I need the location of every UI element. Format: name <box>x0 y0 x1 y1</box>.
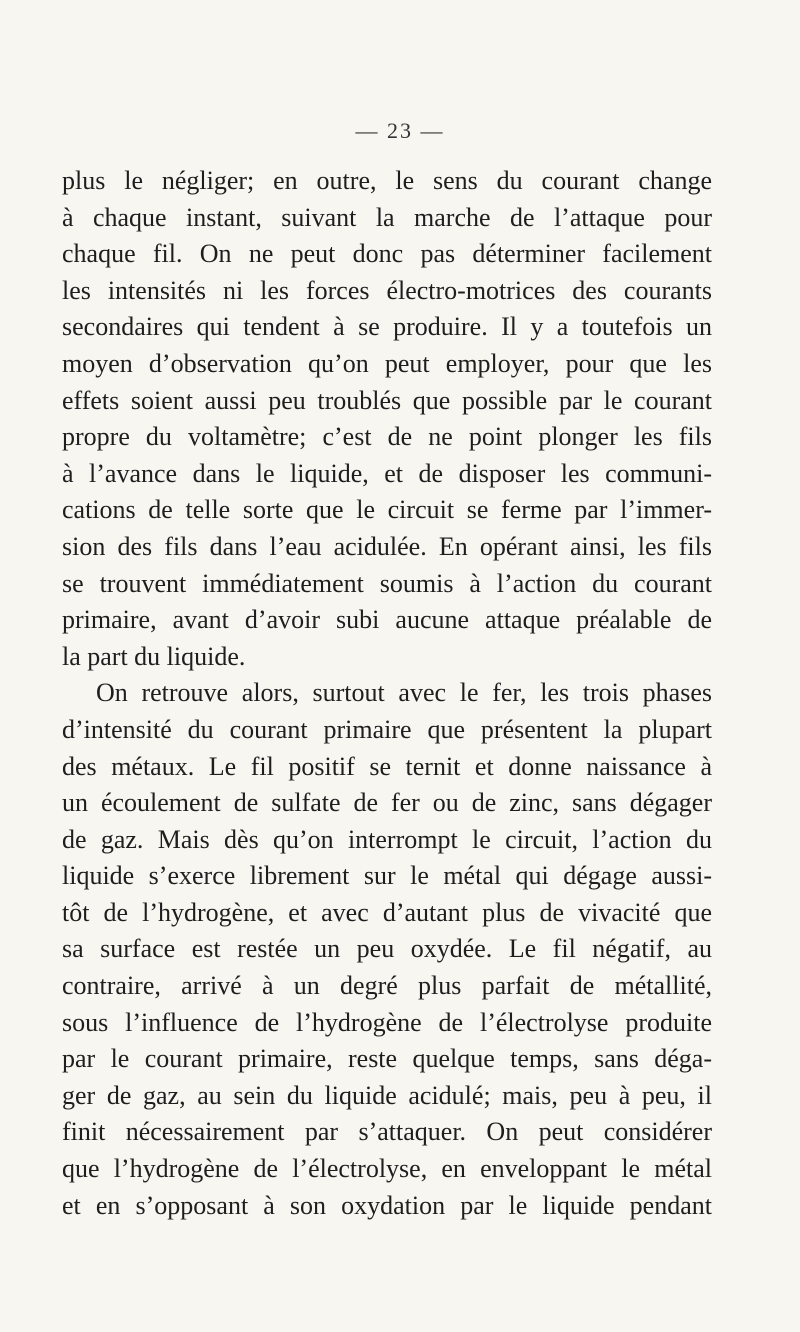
text-line: primaire, avant d’avoir subi aucune attaque préalable de <box>62 605 712 635</box>
text-line: chaque fil. On ne peut donc pas déterminer facilement <box>62 239 712 269</box>
text-line: contraire, arrivé à un degré plus parfait de métallité, <box>62 971 712 1001</box>
paragraph-start-line: On retrouve alors, surtout avec le fer, les trois phases <box>96 678 712 708</box>
text-line: des métaux. Le fil positif se ternit et donne naissance à <box>62 751 712 781</box>
text-line: la part du liquide. <box>62 641 246 671</box>
text-line: que l’hydrogène de l’électrolyse, en enveloppant le métal <box>62 1154 712 1184</box>
text-line: liquide s’exerce librement sur le métal qui dégage aussi- <box>62 861 712 891</box>
page-number: — 23 — <box>355 118 445 143</box>
body-text <box>62 163 712 1224</box>
text-line: ger de gaz, au sein du liquide acidulé; mais, peu à peu, il <box>62 1080 712 1110</box>
text-line: un écoulement de sulfate de fer ou de zinc, sans dégager <box>62 788 712 818</box>
text-line: propre du voltamètre; c’est de ne point plonger les fils <box>62 422 712 452</box>
text-line: les intensités ni les forces électro-motrices des courants <box>62 275 712 305</box>
text-line: d’intensité du courant primaire que présentent la plupart <box>62 714 712 744</box>
text-line: effets soient aussi peu troublés que possible par le courant <box>62 385 712 415</box>
text-line: tôt de l’hydrogène, et avec d’autant plus de vivacité que <box>62 897 712 927</box>
text-line: à l’avance dans le liquide, et de disposer les communi- <box>62 458 712 488</box>
text-line: sion des fils dans l’eau acidulée. En opérant ainsi, les fils <box>62 531 712 561</box>
text-line: sous l’influence de l’hydrogène de l’électrolyse produite <box>62 1007 712 1037</box>
text-line: plus le négliger; en outre, le sens du courant change <box>62 166 712 195</box>
text-line: à chaque instant, suivant la marche de l’attaque pour <box>62 202 712 232</box>
text-line: se trouvent immédiatement soumis à l’action du courant <box>62 568 712 598</box>
text-line: de gaz. Mais dès qu’on interrompt le circuit, l’action du <box>62 824 712 854</box>
text-line: moyen d’observation qu’on peut employer, pour que les <box>62 348 712 378</box>
text-line: sa surface est restée un peu oxydée. Le fil négatif, au <box>62 934 712 964</box>
text-line: cations de telle sorte que le circuit se ferme par l’immer- <box>62 495 712 525</box>
text-line: par le courant primaire, reste quelque temps, sans déga- <box>62 1044 712 1074</box>
text-line: finit nécessairement par s’attaquer. On peut considérer <box>62 1117 712 1147</box>
text-line: et en s’opposant à son oxydation par le liquide pendant <box>62 1190 712 1220</box>
text-line: secondaires qui tendent à se produire. Il y a toutefois un <box>62 312 712 342</box>
